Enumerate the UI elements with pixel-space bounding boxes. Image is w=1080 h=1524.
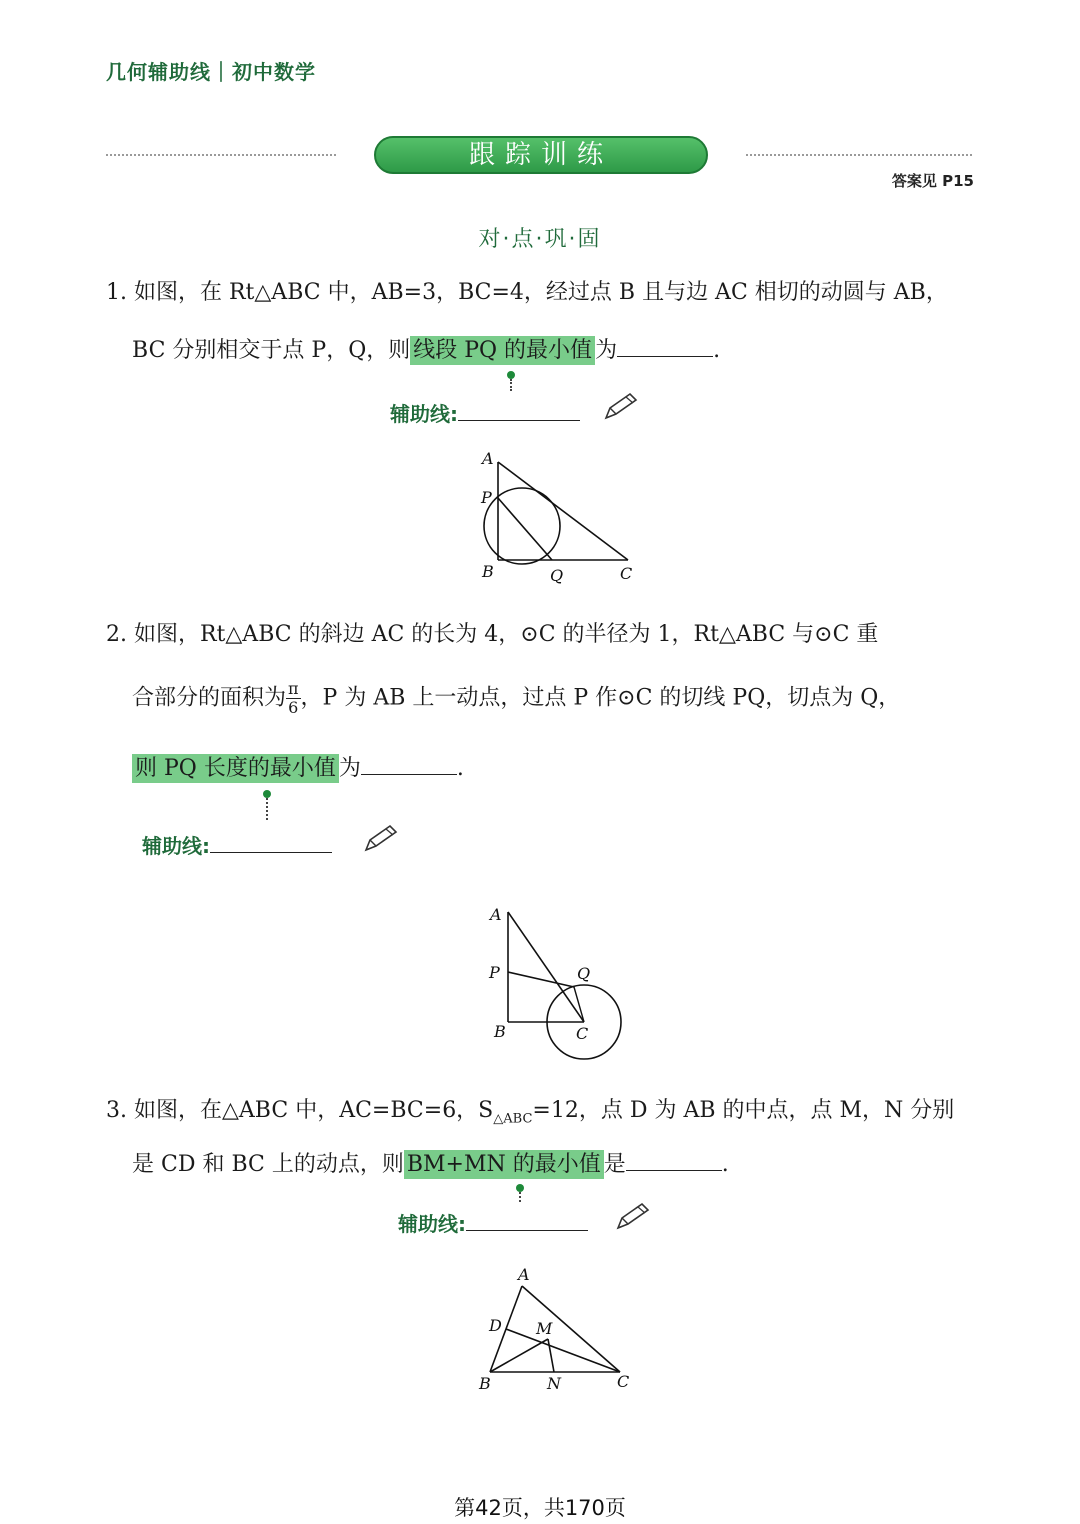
q2-pin-dot [263, 790, 271, 798]
q1-line2: BC 分别相交于点 P，Q，则 线段 PQ 的最小值 为 . [132, 334, 720, 366]
q3-label-d: D [489, 1316, 502, 1335]
q2-fraction [286, 680, 301, 717]
q2-line2 [132, 680, 900, 717]
q2-text-post3: 为 [338, 756, 361, 781]
q3-line2: 是 CD 和 BC 上的动点，则 BM+MN 的最小值 是 . [132, 1148, 729, 1180]
q3-highlight: BM+MN 的最小值 [404, 1150, 604, 1179]
q2-label-a: A [490, 905, 502, 924]
q2-line1: 2. 如图，Rt△ABC 的斜边 AC 的长为 4，⊙C 的半径为 1，Rt△ABC 与⊙C 重 [106, 622, 879, 647]
q2-aux-blank[interactable] [210, 832, 332, 853]
q2-aux-label: 辅助线: [142, 834, 210, 858]
q3-figure [470, 1262, 650, 1402]
q2-frac-den: 6 [288, 698, 299, 717]
q1-aux-label: 辅助线: [390, 402, 458, 426]
q3-label-b: B [479, 1374, 491, 1393]
q3-aux-blank[interactable] [466, 1210, 588, 1231]
q2-figure [480, 900, 640, 1070]
q1-label-q: Q [550, 566, 564, 585]
q1-aux-line [390, 398, 580, 427]
q2-pin-stem [266, 798, 268, 820]
q3-aux-label: 辅助线: [398, 1212, 466, 1236]
q2-pencil-icon [362, 824, 398, 854]
q1-label-c: C [620, 564, 633, 583]
q1-line1: 1. 如图，在 Rt△ABC 中，AB=3，BC=4，经过点 B 且与边 AC 相切的动圆与 AB， [106, 280, 948, 305]
q2-label-p: P [489, 963, 500, 982]
q2-line3: 则 PQ 长度的最小值 为 . [132, 752, 464, 784]
q3-text-post: =12，点 D 为 AB 的中点，点 M，N 分别 [532, 1098, 955, 1123]
q1-pin-stem [510, 379, 512, 391]
section-title: 对·点·巩·固 [478, 227, 602, 252]
q2-answer-blank[interactable] [361, 752, 457, 775]
banner-divider-left [106, 154, 336, 156]
q3-segment-cd [506, 1329, 620, 1372]
q3-label-n: N [547, 1374, 561, 1393]
q1-aux-blank[interactable] [458, 400, 580, 421]
q3-aux-line [398, 1208, 588, 1237]
banner-divider-right [746, 154, 972, 156]
q3-label-m: M [536, 1319, 553, 1338]
q3-pin-stem [519, 1192, 521, 1202]
q1-label-a: A [482, 449, 494, 468]
q2-label-b: B [494, 1022, 506, 1041]
q1-text-pre: BC 分别相交于点 P，Q，则 [132, 338, 411, 363]
q3-text-post2: 是 [603, 1152, 626, 1177]
q3-answer-blank[interactable] [626, 1148, 722, 1171]
q2-text-pre: 合部分的面积为 [132, 685, 287, 711]
q3-segment-mn [548, 1339, 554, 1372]
q3-segment-bm [490, 1339, 548, 1372]
q2-frac-num: π [288, 679, 299, 698]
header-title: 几何辅助线｜初中数学 [106, 60, 316, 84]
q1-pin-dot [507, 371, 515, 379]
q2-highlight: 则 PQ 长度的最小值 [132, 754, 339, 783]
q3-pin-dot [516, 1184, 524, 1192]
q1-answer-blank[interactable] [617, 334, 713, 357]
q3-pencil-icon [614, 1202, 650, 1232]
q2-side-ac [508, 912, 584, 1022]
q1-text-post: 为 [595, 338, 618, 363]
q2-radius-cq [574, 987, 584, 1022]
q3-subscript: △ABC [493, 1111, 533, 1127]
page-number: 第42页，共170页 [454, 1496, 626, 1520]
q1-label-b: B [482, 562, 494, 581]
q2-aux-line [142, 830, 332, 859]
q1-highlight: 线段 PQ 的最小值 [410, 336, 595, 365]
q2-label-c: C [576, 1024, 589, 1043]
q1-segment-pq [498, 498, 552, 560]
q2-label-q: Q [577, 964, 591, 983]
q2-text-post: ，P 为 AB 上一动点，过点 P 作⊙C 的切线 PQ，切点为 Q， [300, 685, 901, 711]
q3-text-pre: 3. 如图，在△ABC 中，AC=BC=6，S [106, 1098, 494, 1123]
q3-label-c: C [617, 1372, 630, 1391]
q3-line1 [106, 1096, 954, 1134]
answer-reference: 答案见 P15 [891, 172, 974, 190]
q3-label-a: A [518, 1265, 530, 1284]
banner-title: 跟踪训练 [374, 136, 708, 174]
q2-tangent-pq [508, 972, 574, 987]
q1-pencil-icon [602, 392, 638, 422]
q3-text-pre2: 是 CD 和 BC 上的动点，则 [132, 1152, 404, 1177]
q1-label-p: P [481, 488, 492, 507]
q1-figure [470, 446, 650, 586]
q1-side-ac [498, 462, 628, 560]
